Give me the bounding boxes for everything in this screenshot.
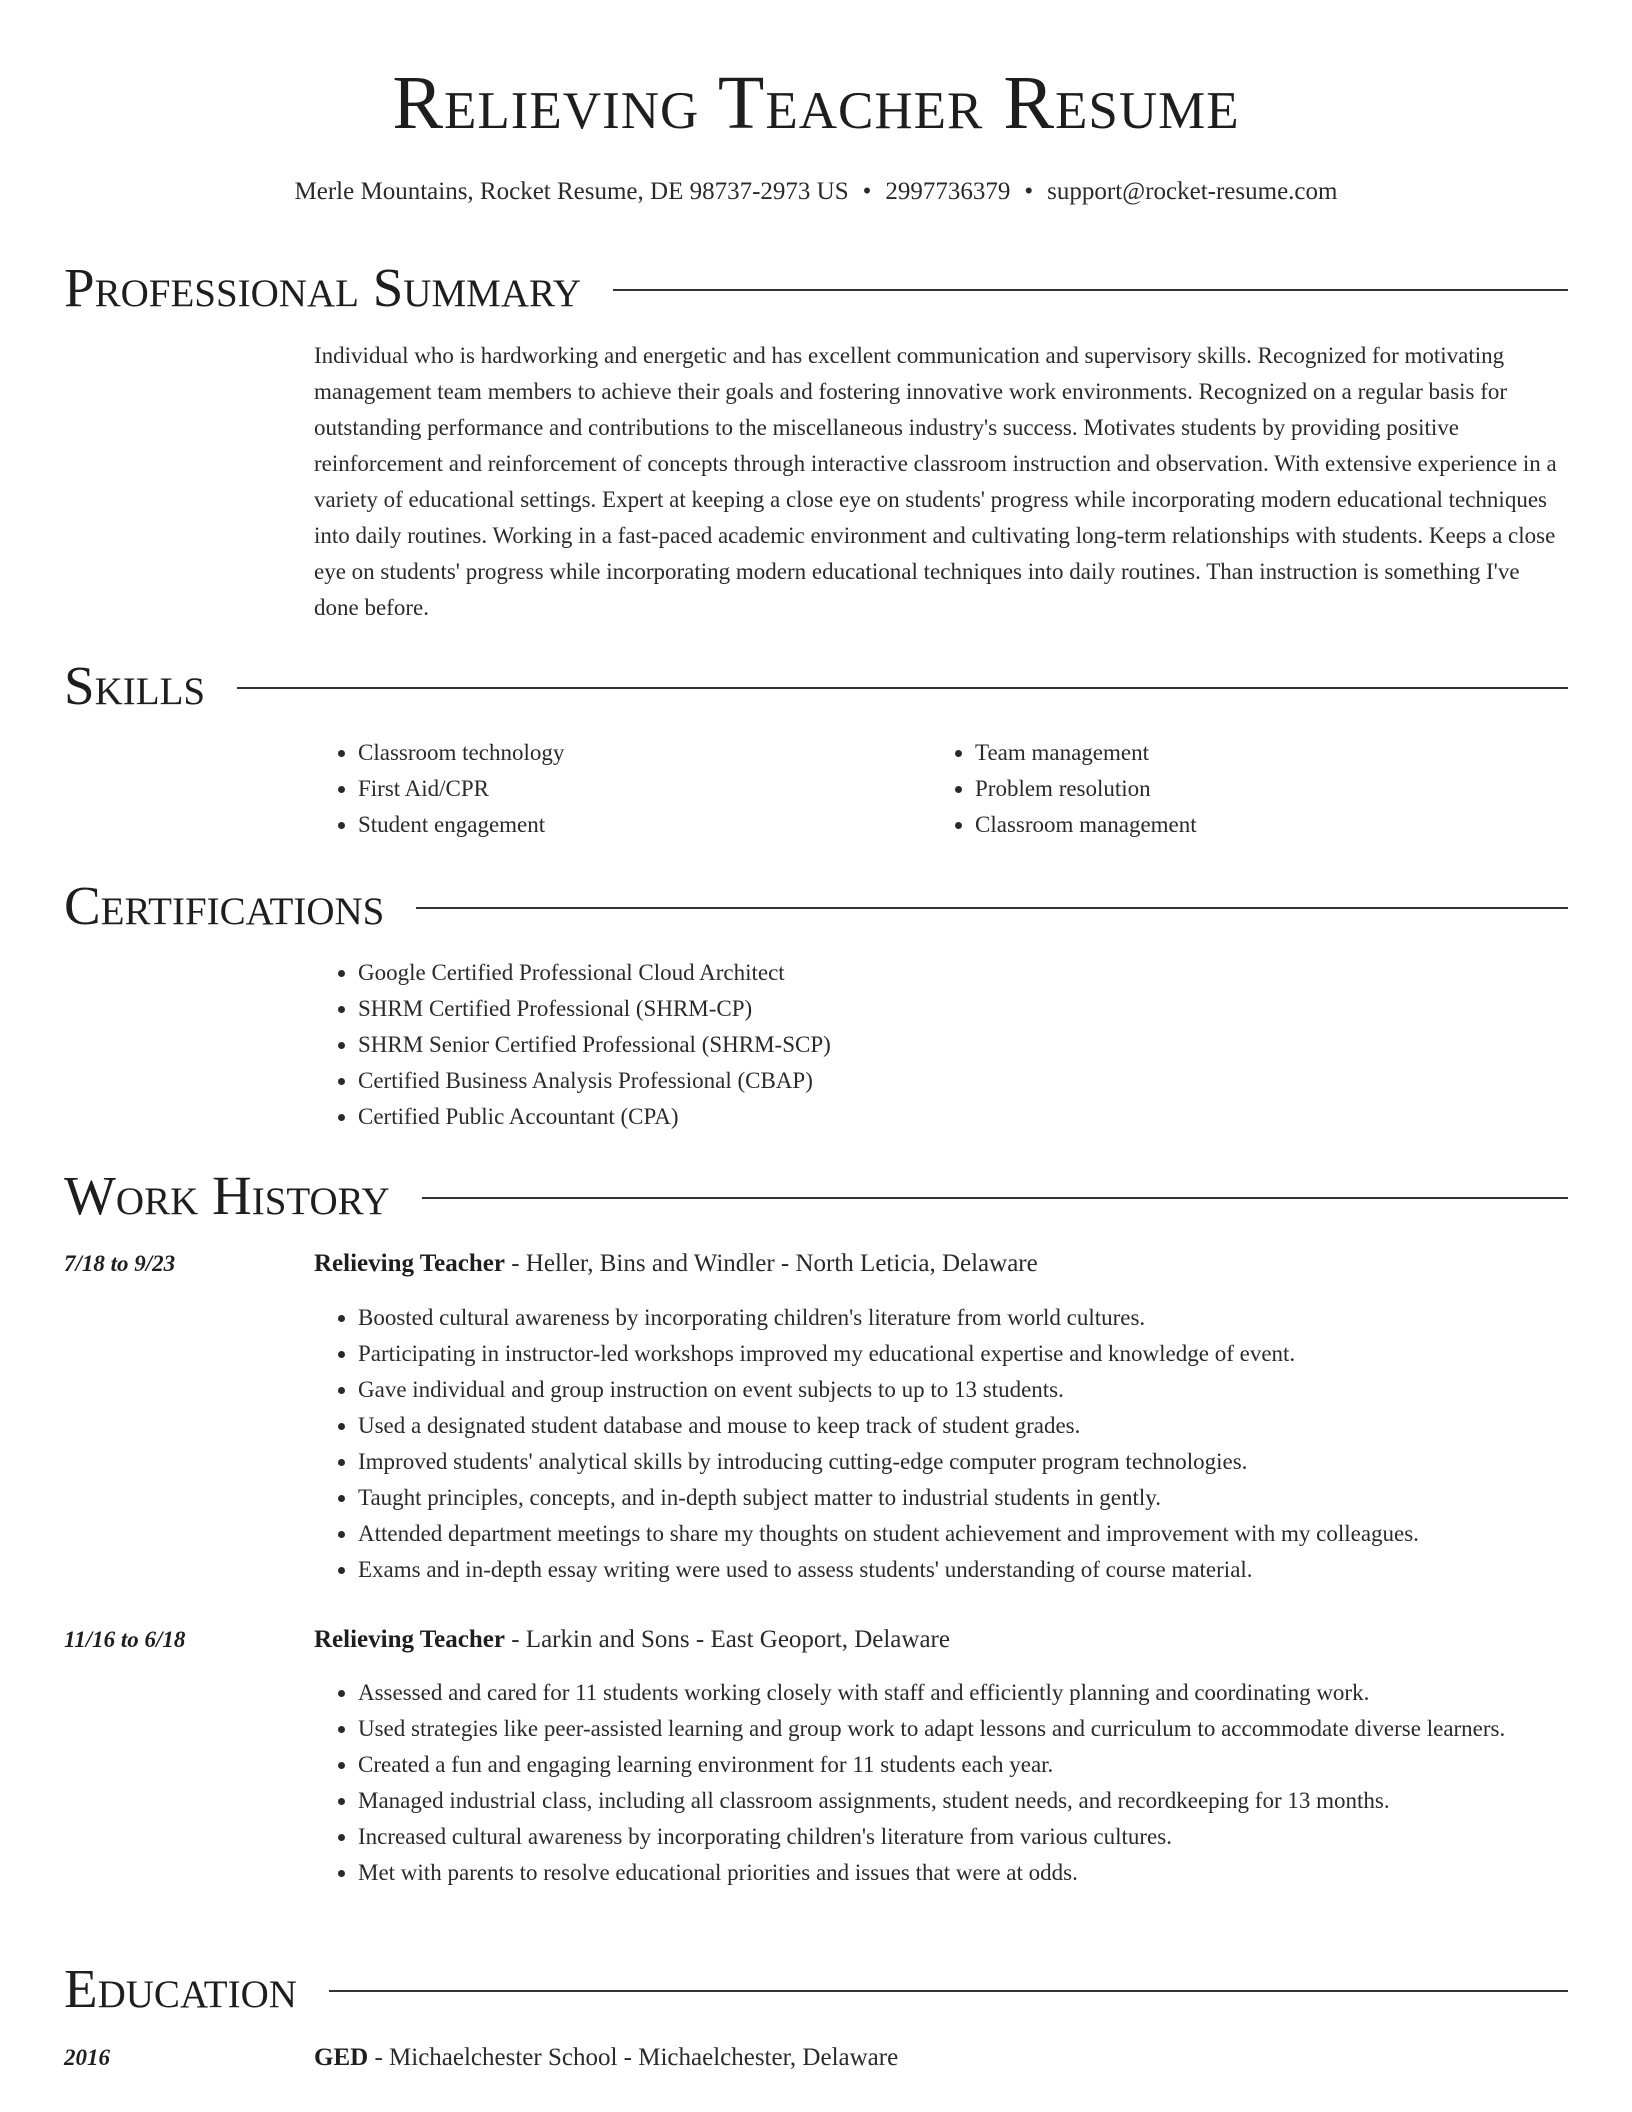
certification-item: • Certified Business Analysis Professional (CBAP) [358, 1063, 1314, 1099]
education-entry [314, 2040, 1568, 2076]
skill-item: • Classroom technology [358, 735, 874, 771]
certification-item: • Google Certified Professional Cloud Architect [358, 955, 1314, 991]
job-dates: 11/16 to 6/18 [64, 1627, 186, 1652]
contact-address: Merle Mountains, Rocket Resume, DE 98737-2973 US [294, 178, 849, 205]
education-date: 2016 [64, 2045, 110, 2070]
skill-item: • Team management [975, 735, 1491, 771]
skill-item: • Problem resolution [975, 771, 1491, 807]
section-title-work-history: Work History [64, 1165, 390, 1226]
section-title-certifications: Certifications [64, 875, 385, 936]
education-degree: GED [314, 2044, 369, 2071]
education-school: - Michaelchester School - Michaelchester, Delaware [368, 2044, 899, 2071]
section-divider [613, 289, 1568, 291]
section-header-certifications [64, 874, 1568, 938]
job-duty: • Attended department meetings to share my thoughts on student achievement and improvement with my colleagues. [358, 1516, 1568, 1552]
job-title: Relieving Teacher [314, 1626, 505, 1653]
skill-item: • Student engagement [358, 807, 874, 843]
job-duty: • Boosted cultural awareness by incorporating children's literature from world cultures. [358, 1300, 1568, 1336]
section-divider [237, 687, 1568, 689]
job-duty: • Improved students' analytical skills by introducing cutting-edge computer program technologies. [358, 1444, 1568, 1480]
summary-text: Individual who is hardworking and energetic and has excellent communication and supervisory skills. Recognized for motivating management team members to achieve their goals and fostering innovative work environments. Recognized on a regular basis for outstanding performance and contributions to the miscellaneous industry's success. Motivates students by providing positive reinforcement and reinforcement of concepts through interactive classroom instruction and observation. With extensive experience in a variety of educational settings. Expert at keeping a close eye on students' progress while incorporating modern educational techniques into daily routines. Working in a fast-paced academic environment and cultivating long-term relationships with students. Keeps a close eye on students' progress while incorporating modern educational techniques into daily routines. Than instruction is something I've done before. [314, 343, 1557, 620]
skill-item: • First Aid/CPR [358, 771, 874, 807]
job-duty: • Created a fun and engaging learning environment for 11 students each year. [358, 1747, 1568, 1783]
contact-separator: • [862, 178, 872, 205]
job-duties [314, 1675, 1568, 1891]
resume-title: Relieving Teacher Resume [392, 61, 1240, 145]
contact-separator: • [1024, 178, 1034, 205]
skills-column-right [931, 735, 1491, 843]
section-header-skills [64, 654, 1568, 718]
skill-item: • Classroom management [975, 807, 1491, 843]
section-title-education: Education [64, 1958, 297, 2019]
section-title-skills: Skills [64, 655, 206, 716]
section-header-education [64, 1957, 1568, 2021]
job-heading [314, 1622, 1568, 1658]
job-duty: • Taught principles, concepts, and in-depth subject matter to industrial students in gently. [358, 1480, 1568, 1516]
job-duty: • Met with parents to resolve educational priorities and issues that were at odds. [358, 1855, 1568, 1891]
certifications-list [314, 955, 1314, 1135]
section-divider [422, 1197, 1568, 1199]
job-dates: 7/18 to 9/23 [64, 1251, 176, 1276]
job-employer: - Larkin and Sons - East Geoport, Delaware [504, 1626, 950, 1653]
job-employer: - Heller, Bins and Windler - North Leticia, Delaware [504, 1250, 1038, 1277]
job-duty: • Exams and in-depth essay writing were used to assess students' understanding of course material. [358, 1552, 1568, 1588]
contact-line [0, 174, 1632, 210]
job-duty: • Used a designated student database and mouse to keep track of student grades. [358, 1408, 1568, 1444]
job-title: Relieving Teacher [314, 1250, 505, 1277]
job-duty: • Participating in instructor-led workshops improved my educational expertise and knowledge of event. [358, 1336, 1568, 1372]
section-divider [329, 1990, 1568, 1992]
contact-phone: 2997736379 [885, 178, 1011, 205]
job-duty: • Managed industrial class, including all classroom assignments, student needs, and recordkeeping for 13 months. [358, 1783, 1568, 1819]
job-duty: • Gave individual and group instruction on event subjects to up to 13 students. [358, 1372, 1568, 1408]
contact-email: support@rocket-resume.com [1047, 178, 1338, 205]
job-duty: • Assessed and cared for 11 students working closely with staff and efficiently planning and coordinating work. [358, 1675, 1568, 1711]
certification-item: • SHRM Senior Certified Professional (SHRM-SCP) [358, 1027, 1314, 1063]
section-divider [416, 907, 1568, 909]
section-header-work-history [64, 1164, 1568, 1228]
skills-column-left [314, 735, 874, 843]
certification-item: • Certified Public Accountant (CPA) [358, 1099, 1314, 1135]
job-duties [314, 1300, 1568, 1588]
certification-item: • SHRM Certified Professional (SHRM-CP) [358, 991, 1314, 1027]
section-header-summary [64, 256, 1568, 320]
job-duty: • Increased cultural awareness by incorporating children's literature from various cultures. [358, 1819, 1568, 1855]
job-duty: • Used strategies like peer-assisted learning and group work to adapt lessons and curriculum to accommodate diverse learners. [358, 1711, 1568, 1747]
section-title-summary: Professional Summary [64, 257, 582, 318]
job-heading [314, 1246, 1568, 1282]
